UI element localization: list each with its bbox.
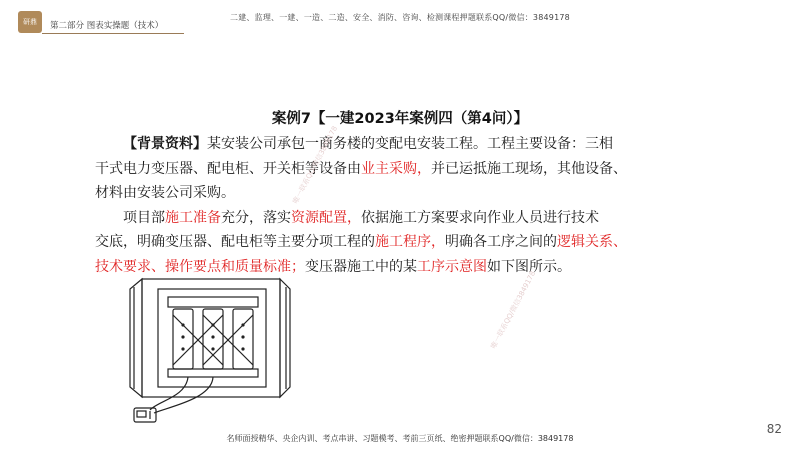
section-title: 第二部分 图表实操题（技术） (50, 21, 164, 31)
transformer-diagram (128, 275, 298, 430)
text-segment: 资源配置， (291, 209, 361, 226)
text-segment: 干式电力变压器、配电柜、开关柜等设备由 (95, 160, 361, 177)
text-segment: 【背景资料】 (123, 136, 207, 152)
top-banner: 二建、监理、一建、一造、二造、安全、消防、咨询、检测课程押题联系QQ/微信：3849178 (230, 13, 570, 22)
text-line (95, 157, 665, 182)
page-number: 82 (766, 422, 782, 436)
text-line (95, 230, 665, 255)
footer-banner: 名师面授精华、央企内训、考点串讲、习题模考、考前三页纸、绝密押题联系QQ/微信：3849178 (226, 434, 574, 443)
text-line (95, 181, 665, 206)
transformer-base (168, 369, 258, 377)
text-segment: 某安装公司承包一商务楼的变配电安装工程。工程主要设备：三相 (207, 136, 613, 152)
watermark: 唯一联系QQ/微信3849178 (291, 124, 340, 206)
header-divider (42, 33, 184, 34)
text-segment: 如下图所示。 (487, 258, 571, 275)
text-segment: 依据施工方案要求向作业人员进行技术 (361, 209, 599, 226)
case-title: 案例7【一建2023年案例四（第4问）】 (271, 111, 529, 127)
text-segment: 逻辑关系、 (557, 234, 627, 250)
text-segment: 项目部 (123, 209, 165, 226)
text-segment: 技术要求、操作要点和质量标准； (95, 258, 305, 275)
text-segment: 充分，落实 (221, 209, 291, 226)
text-segment: 并已运抵施工现场，其他设备、 (431, 160, 627, 177)
text-segment: 明确各工序之间的 (445, 234, 557, 250)
text-segment: 变压器施工中的某 (305, 258, 417, 275)
text-segment: 施工程序， (375, 234, 445, 250)
right-door (280, 279, 290, 397)
background-paragraph (95, 132, 665, 279)
logo-text: 研鼎 (23, 18, 37, 26)
text-segment: 交底，明确变压器、配电柜等主要分项工程的 (95, 234, 375, 250)
text-segment: 材料由安装公司采购。 (95, 185, 235, 201)
transformer-yoke (168, 297, 258, 307)
test-cable (150, 377, 188, 410)
text-line (95, 132, 665, 157)
text-line (95, 206, 665, 231)
text-segment: 业主采购， (361, 160, 431, 177)
left-door (130, 279, 142, 397)
text-segment: 工序示意图 (417, 258, 487, 275)
test-cable (154, 377, 213, 413)
text-segment: 施工准备 (165, 209, 221, 226)
watermark: 唯一联系QQ/微信3849178 (489, 269, 538, 351)
